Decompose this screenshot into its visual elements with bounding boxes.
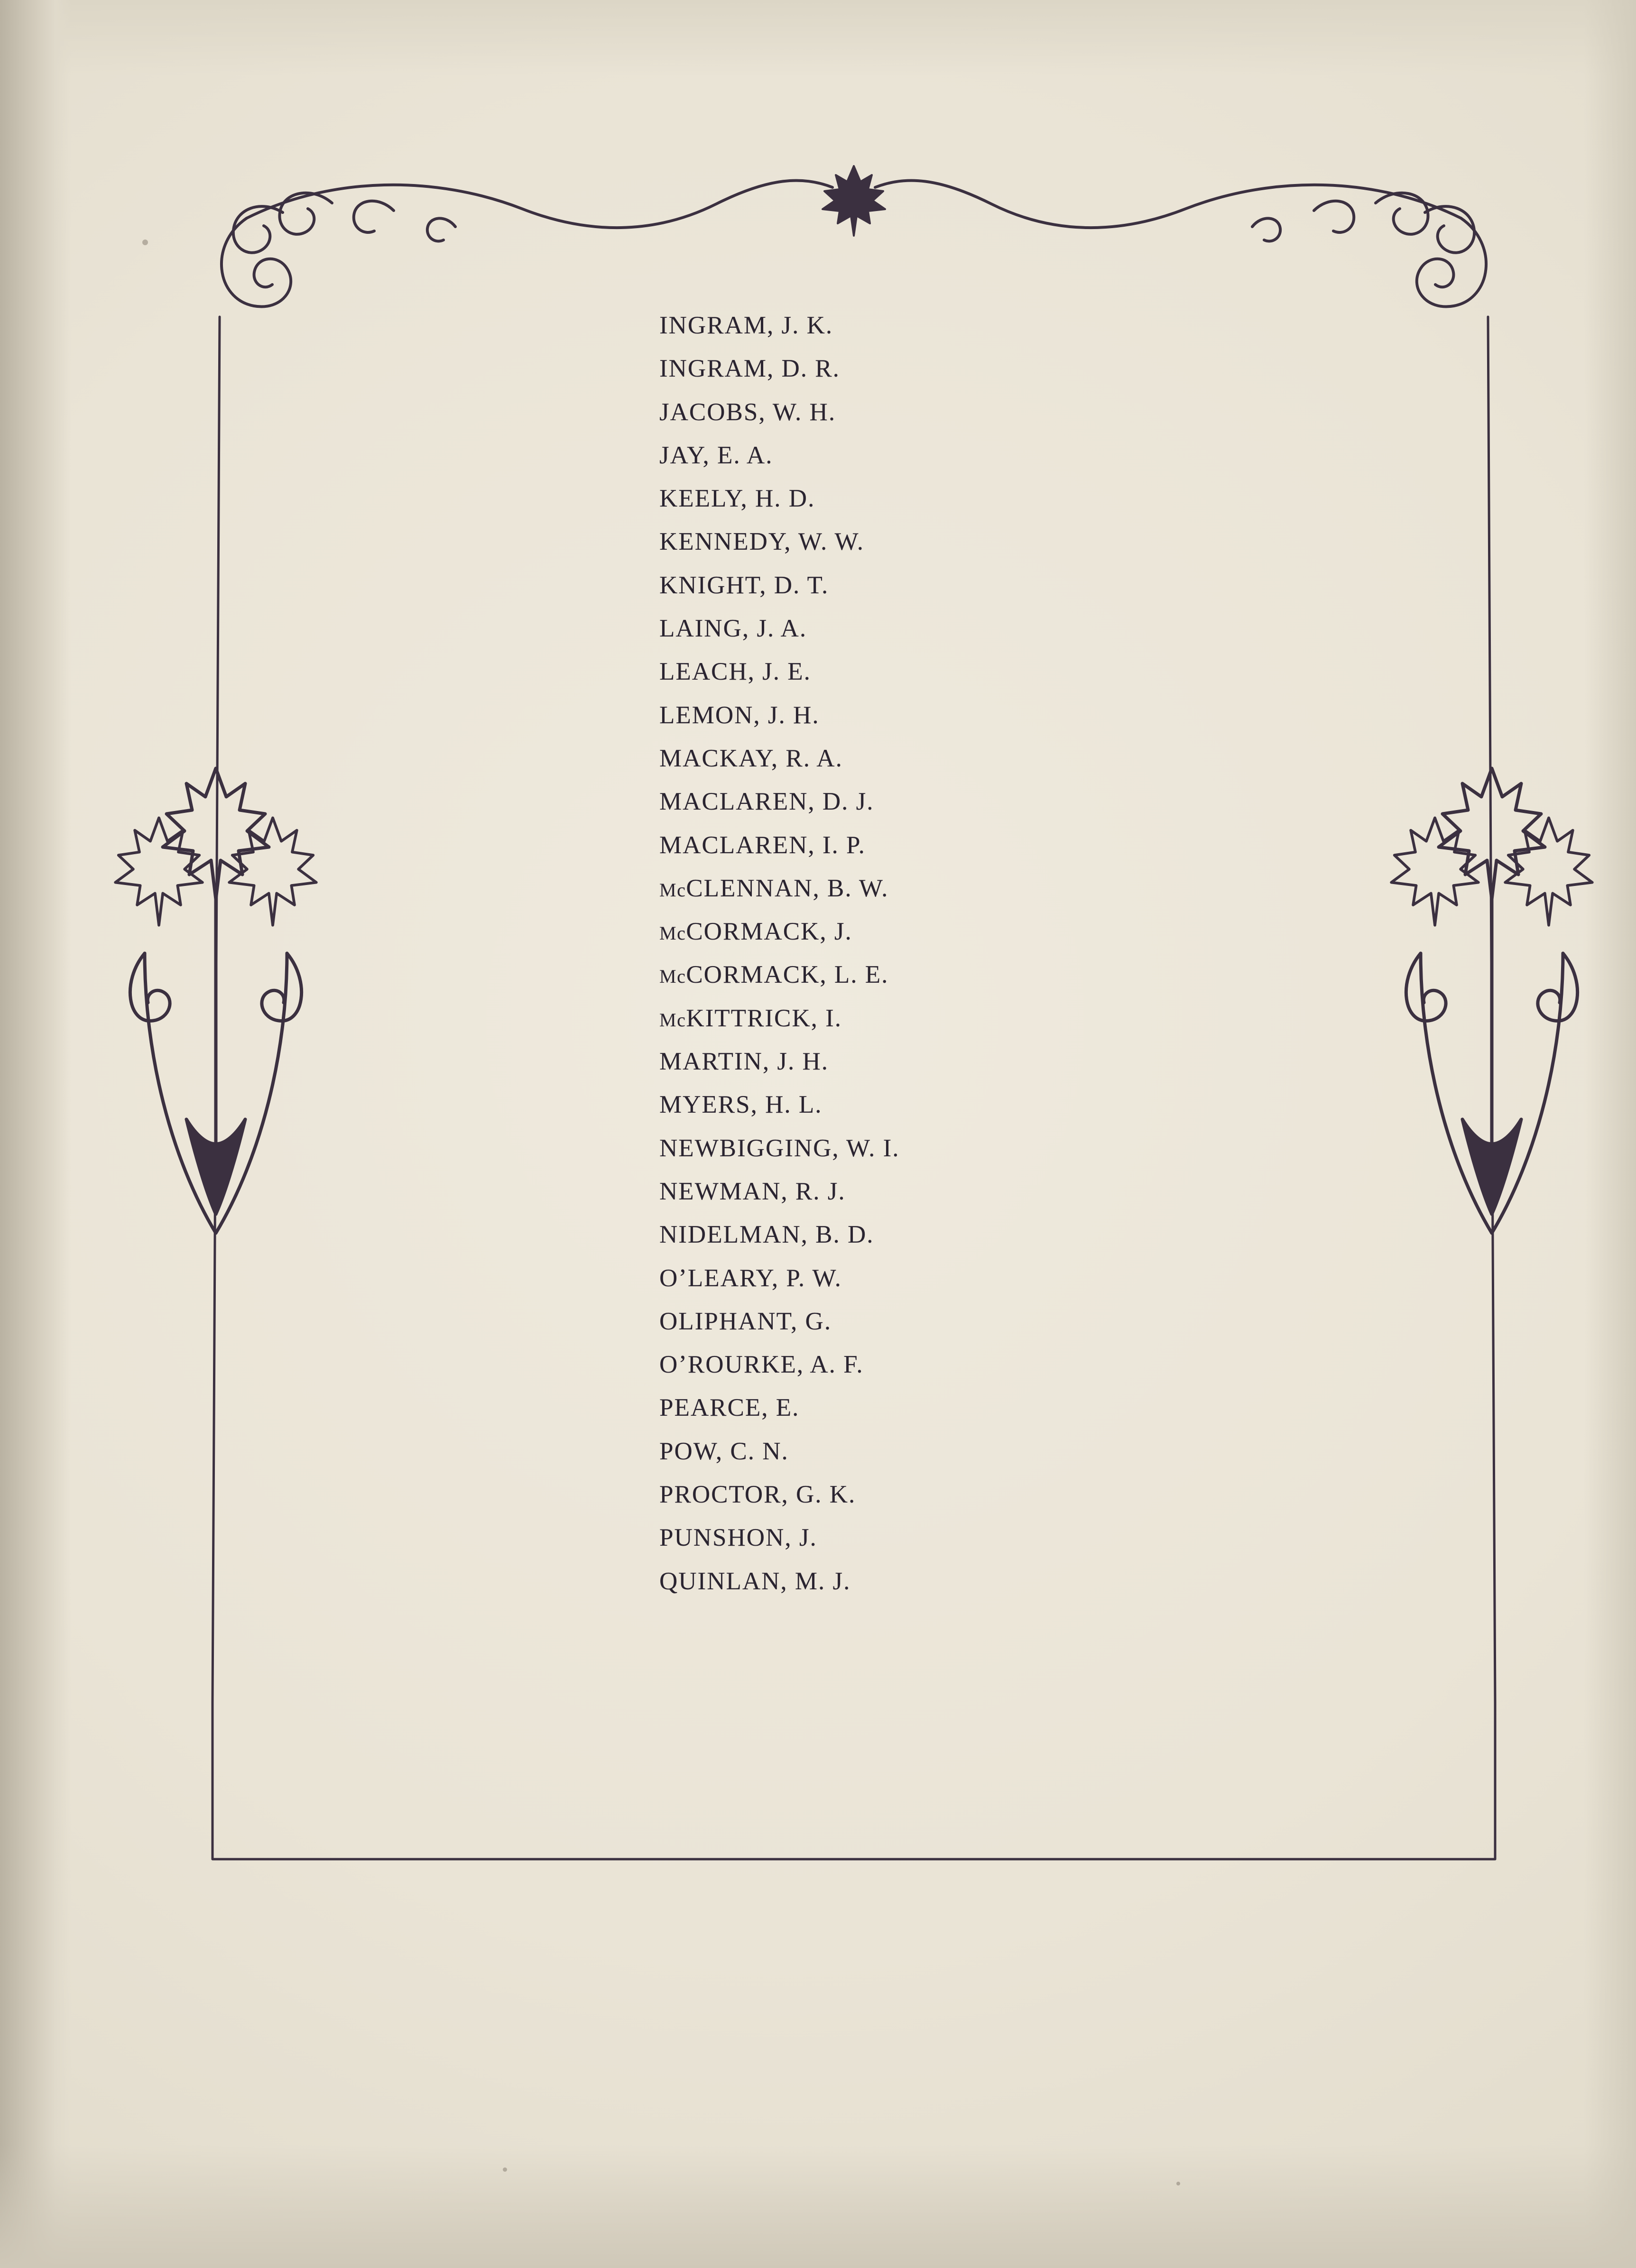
name-text: PEARCE, E. [659,1394,800,1422]
name-text: NEWMAN, R. J. [659,1177,846,1205]
name-text: CORMACK, J. [686,918,852,946]
name-entry [659,703,1229,728]
name-entry [659,1049,1229,1074]
name-prefix: Mc [659,879,686,901]
book-gutter-shadow [0,0,71,2268]
page-top-shading [0,0,1636,76]
name-text: MACKAY, R. A. [659,744,843,772]
name-text: O’LEARY, P. W. [659,1264,842,1292]
name-entry [659,1482,1229,1507]
name-entry [659,1266,1229,1291]
name-text: JAY, E. A. [659,441,773,469]
name-entry [659,1222,1229,1247]
name-text: NEWBIGGING, W. I. [659,1134,900,1162]
name-text: PROCTOR, G. K. [659,1481,856,1509]
name-entry [659,1395,1229,1420]
name-text: KENNEDY, W. W. [659,528,864,556]
name-entry [659,1179,1229,1204]
name-entry [659,1136,1229,1161]
name-entry [659,833,1229,858]
name-entry [659,400,1229,425]
name-entry [659,789,1229,814]
name-text: KITTRICK, I. [686,1004,842,1032]
name-text: JACOBS, W. H. [659,398,836,426]
name-text: MACLAREN, I. P. [659,831,866,859]
name-entry [659,962,1229,987]
name-text: OLIPHANT, G. [659,1307,832,1335]
name-entry [659,1309,1229,1334]
paper-speck [503,2167,507,2172]
name-entry [659,356,1229,381]
name-entry [659,1569,1229,1594]
name-prefix: Mc [659,922,686,944]
paper-speck [142,240,148,245]
name-entry [659,529,1229,554]
name-entry [659,573,1229,598]
name-text: LAING, J. A. [659,615,807,643]
name-text: LEACH, J. E. [659,658,811,686]
name-text: CLENNAN, B. W. [686,874,889,902]
name-entry [659,1525,1229,1550]
name-text: NIDELMAN, B. D. [659,1221,874,1249]
name-text: PUNSHON, J. [659,1524,817,1552]
name-entry [659,746,1229,771]
name-entry [659,443,1229,468]
name-text: MACLAREN, D. J. [659,788,874,816]
name-prefix: Mc [659,966,686,987]
name-text: LEMON, J. H. [659,701,820,729]
name-text: KEELY, H. D. [659,485,815,513]
name-text: KNIGHT, D. T. [659,571,829,599]
page-right-shading [1584,0,1636,2268]
name-entry [659,659,1229,684]
name-text: O’ROURKE, A. F. [659,1351,864,1379]
name-entry [659,1352,1229,1377]
name-text: MYERS, H. L. [659,1091,823,1119]
name-entry [659,486,1229,511]
roll-of-honour-name-list [659,313,1229,1612]
name-entry [659,616,1229,641]
name-text: MARTIN, J. H. [659,1048,829,1076]
name-entry [659,1439,1229,1464]
name-text: INGRAM, D. R. [659,355,840,383]
name-text: QUINLAN, M. J. [659,1567,851,1595]
name-entry [659,1006,1229,1031]
page-bottom-shading [0,2145,1636,2268]
name-entry [659,919,1229,944]
name-prefix: Mc [659,1009,686,1031]
name-entry [659,876,1229,901]
name-entry [659,1092,1229,1117]
name-text: CORMACK, L. E. [686,961,889,989]
name-entry [659,313,1229,338]
name-text: POW, C. N. [659,1437,789,1465]
name-text: INGRAM, J. K. [659,312,833,339]
paper-speck [1176,2182,1180,2185]
